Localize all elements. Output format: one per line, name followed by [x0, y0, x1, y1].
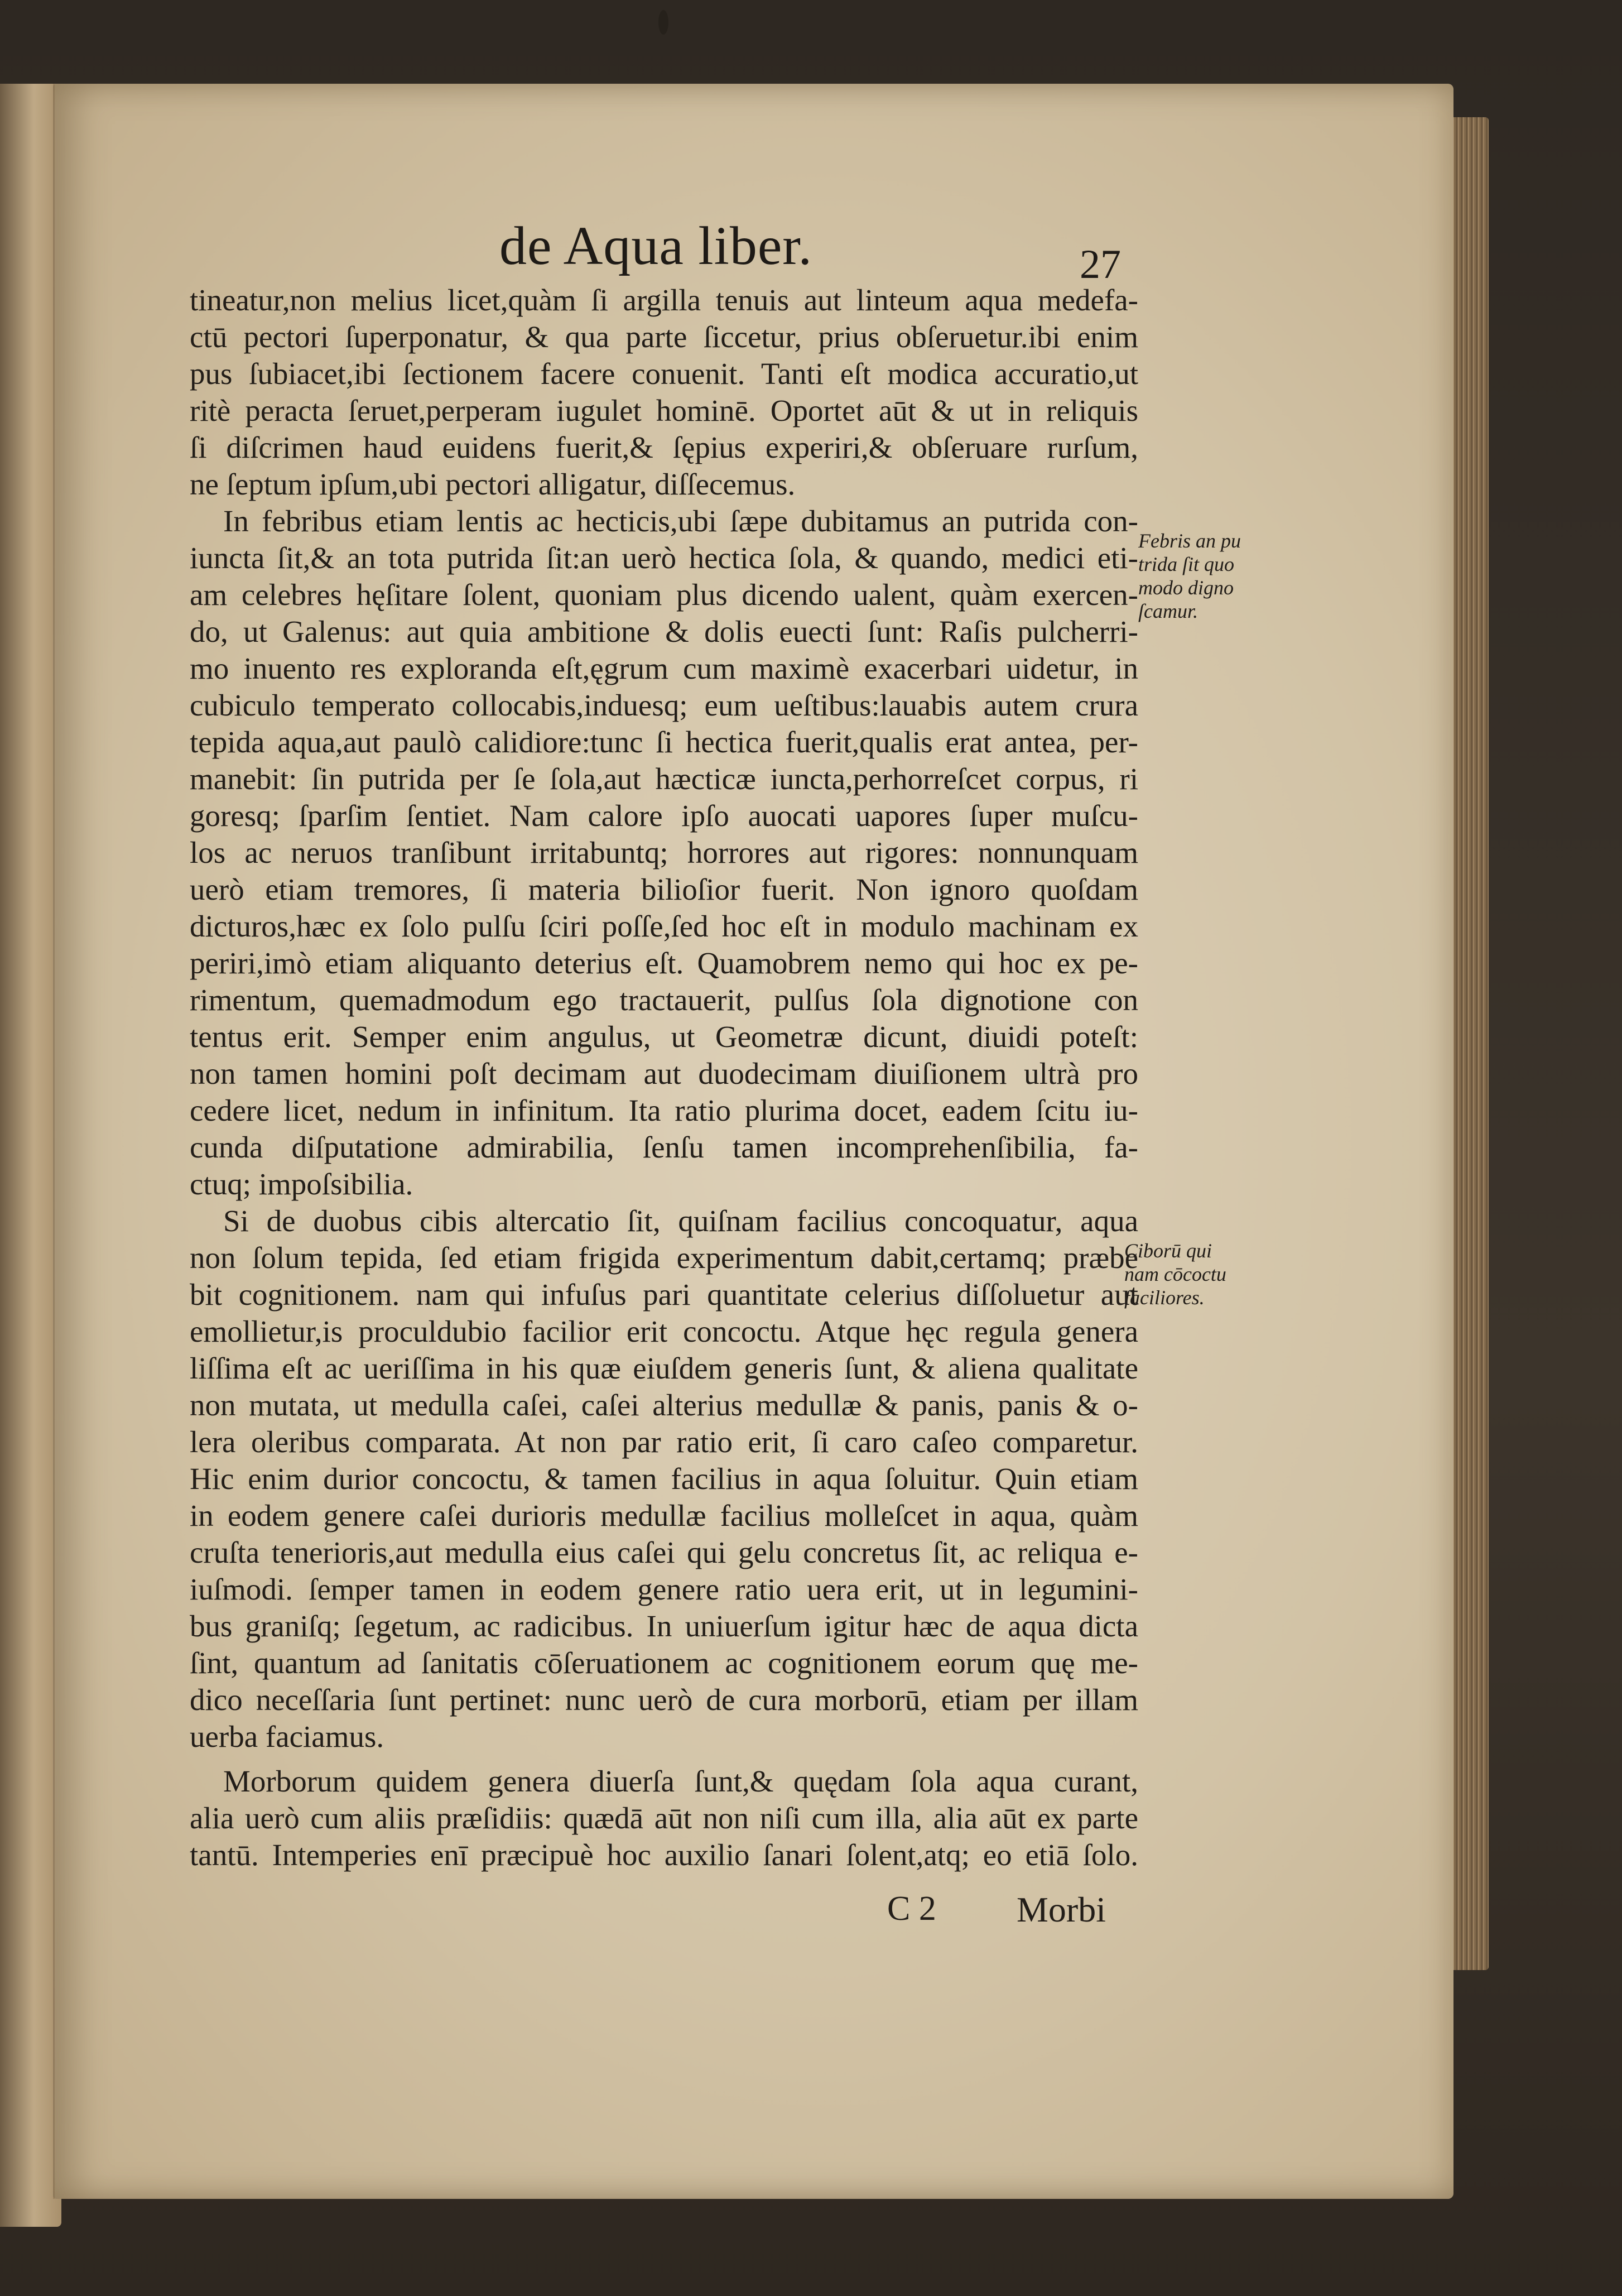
text-line: Morborum quidem genera diuerſa ſunt,& quędam ſola aqua curant,	[223, 1764, 1138, 1798]
text-line: ſint, quantum ad ſanitatis cōſeruationem ac cognitionem eorum quę me-	[190, 1646, 1138, 1680]
text-line: ctuq; impoſsibilia.	[190, 1167, 413, 1201]
text-line: non mutata, ut medulla caſei, caſei alterius medullæ & panis, panis & o-	[190, 1388, 1138, 1422]
paragraph	[190, 503, 1138, 1203]
paragraph	[190, 1203, 1138, 1755]
text-line: uerò etiam tremores, ſi materia bilioſior fuerit. Non ignoro quoſdam	[190, 872, 1138, 906]
text-line: am celebres hęſitare ſolent, quoniam plus dicendo ualent, quàm exercen-	[190, 578, 1138, 612]
margin-note-line: nam cōcoctu	[1124, 1263, 1226, 1285]
text-line: cubiculo temperato collocabis,induesq; eum ueſtibus:lauabis autem crura	[190, 688, 1138, 722]
margin-note-line: modo digno	[1138, 577, 1234, 599]
text-line: periri,imò etiam aliquanto deterius eſt. Quamobrem nemo qui hoc ex pe-	[190, 946, 1138, 980]
margin-note-line: ſcamur.	[1138, 600, 1198, 622]
text-line: alia uerò cum aliis præſidiis: quædā aūt non niſi cum illa, alia aūt ex parte	[190, 1801, 1138, 1835]
catchword: Morbi	[1017, 1890, 1106, 1929]
text-line: cunda diſputatione admirabilia, ſenſu tamen incomprehenſibilia, fa-	[190, 1130, 1138, 1164]
text-line: lera oleribus comparata. At non par ratio erit, ſi caro caſeo comparetur.	[190, 1425, 1138, 1459]
text-line: iuncta ſit,& an tota putrida ſit:an uerò hectica ſola, & quando, medici eti-	[190, 541, 1138, 575]
paragraph	[190, 1763, 1138, 1874]
text-line: cruſta tenerioris,aut medulla eius caſei qui gelu concretus ſit, ac reliqua e-	[190, 1535, 1138, 1569]
text-line: ne ſeptum ipſum,ubi pectori alligatur, diſſecemus.	[190, 467, 796, 501]
text-line: In febribus etiam lentis ac hecticis,ubi ſæpe dubitamus an putrida con-	[223, 504, 1138, 538]
text-line: uerba faciamus.	[190, 1719, 384, 1754]
text-line: rimentum, quemadmodum ego tractauerit, pulſus ſola dignotione con	[190, 983, 1138, 1017]
text-line: bus graniſq; ſegetum, ac radicibus. In uniuerſum igitur hæc de aqua dicta	[190, 1609, 1138, 1643]
text-line: emollietur,is proculdubio facilior erit concoctu. Atque hęc regula genera	[190, 1314, 1138, 1348]
text-line: Si de duobus cibis altercatio ſit, quiſnam facilius concoquatur, aqua	[223, 1204, 1138, 1238]
text-line: tineatur,non melius licet,quàm ſi argilla tenuis aut linteum aqua medefa-	[190, 283, 1138, 317]
ink-spot	[658, 10, 668, 35]
text-line: tepida aqua,aut paulò calidiore:tunc ſi hectica fuerit,qualis erat antea, per-	[190, 725, 1138, 759]
margin-note-line: faciliores.	[1124, 1286, 1205, 1309]
margin-note-febris	[1138, 529, 1241, 623]
signature-mark: C 2	[887, 1890, 936, 1928]
text-line: non tamen homini poſt decimam aut duodecimam diuiſionem ultrà pro	[190, 1056, 1138, 1091]
text-line: tentus erit. Semper enim angulus, ut Geometræ dicunt, diuidi poteſt:	[190, 1020, 1138, 1054]
text-line: dicturos,hæc ex ſolo pulſu ſciri poſſe,ſed hoc eſt in modulo machinam ex	[190, 909, 1138, 943]
running-head: de Aqua liber.	[499, 216, 813, 276]
text-line: Hic enim durior concoctu, & tamen facilius in aqua ſoluitur. Quin etiam	[190, 1462, 1138, 1496]
text-line: ſi diſcrimen haud euidens fuerit,& ſępius experiri,& obſeruare rurſum,	[190, 430, 1138, 464]
text-line: goresq; ſparſim ſentiet. Nam calore ipſo auocati uapores ſuper muſcu-	[190, 799, 1138, 833]
text-line: bit cognitionem. nam qui infuſus pari quantitate celerius diſſoluetur aut	[190, 1277, 1138, 1312]
text-line: los ac neruos tranſibunt irritabuntq; horrores aut rigores: nonnunquam	[190, 835, 1138, 870]
text-line: mo inuento res exploranda eſt,ęgrum cum maximè exacerbari uidetur, in	[190, 651, 1138, 685]
text-line: ritè peracta ſeruet,perperam iugulet hominē. Oportet aūt & ut in reliquis	[190, 393, 1138, 428]
margin-note-ciborum	[1124, 1239, 1226, 1309]
page-number: 27	[1080, 242, 1121, 287]
text-line: dico neceſſaria ſunt pertinet: nunc uerò de cura morborū, etiam per illam	[190, 1683, 1138, 1717]
text-line: manebit: ſin putrida per ſe ſola,aut hæcticæ iuncta,perhorreſcet corpus, ri	[190, 762, 1138, 796]
text-line: cedere licet, nedum in infinitum. Ita ratio plurima docet, eadem ſcitu iu-	[190, 1093, 1138, 1127]
margin-note-line: trida ſit quo	[1138, 553, 1235, 575]
margin-note-line: Febris an pu	[1138, 530, 1241, 552]
text-line: in eodem genere caſei durioris medullæ facilius molleſcet in aqua, quàm	[190, 1498, 1138, 1533]
text-line: non ſolum tepida, ſed etiam frigida experimentum dabit,certamq; præbe	[190, 1241, 1138, 1275]
text-line: do, ut Galenus: aut quia ambitione & dolis euecti ſunt: Raſis pulcherri-	[190, 614, 1138, 649]
text-line: tantū. Intemperies enī præcipuè hoc auxilio ſanari ſolent,atq; eo etiā ſolo.	[190, 1838, 1138, 1872]
margin-note-line: Ciborū qui	[1124, 1240, 1212, 1262]
text-line: liſſima eſt ac ueriſſima in his quæ eiuſdem generis ſunt, & aliena qualitate	[190, 1351, 1138, 1385]
text-line: pus ſubiacet,ibi ſectionem facere conuenit. Tanti eſt modica accuratio,ut	[190, 357, 1138, 391]
facing-page-edge	[0, 84, 61, 2227]
body-text	[190, 282, 1138, 1874]
text-line: ctū pectori ſuperponatur, & qua parte ſiccetur, prius obſeruetur.ibi enim	[190, 320, 1138, 354]
paragraph	[190, 282, 1138, 503]
text-line: iuſmodi. ſemper tamen in eodem genere ratio uera erit, ut in legumini-	[190, 1572, 1138, 1606]
